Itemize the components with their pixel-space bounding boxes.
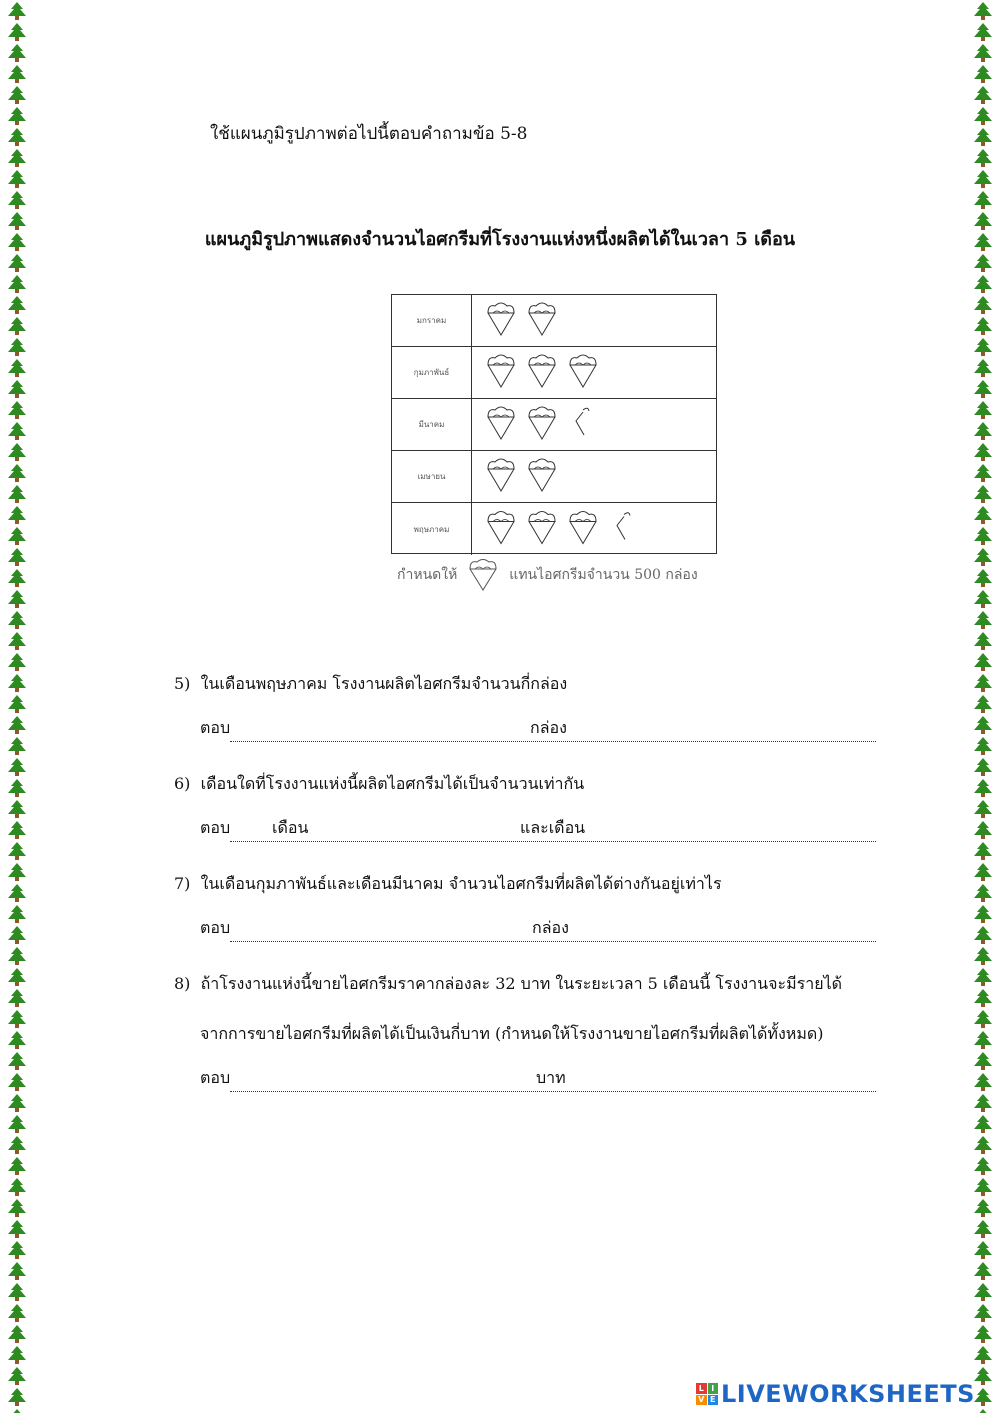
question-number: 8) — [174, 974, 191, 993]
tree-icon — [8, 1241, 26, 1259]
tree-icon — [974, 317, 992, 335]
tree-icon — [974, 128, 992, 146]
icecream-row-icons — [472, 399, 716, 450]
tree-icon — [8, 107, 26, 125]
half-icecream-icon — [576, 408, 589, 435]
icecream-row-icons — [472, 503, 716, 555]
tree-icon — [974, 1325, 992, 1343]
tree-icon — [974, 1241, 992, 1259]
tree-icon — [8, 359, 26, 377]
liveworksheets-logo — [696, 1380, 975, 1408]
tree-icon — [8, 401, 26, 419]
tree-icon — [8, 716, 26, 734]
answer-7-input[interactable] — [230, 941, 876, 942]
tree-icon — [974, 1073, 992, 1091]
tree-icon — [974, 149, 992, 167]
tree-icon — [974, 464, 992, 482]
question-text: ในเดือนกุมภาพันธ์และเดือนมีนาคม จำนวนไอศกรีมที่ผลิตได้ต่างกันอยู่เท่าไร — [200, 874, 722, 893]
tree-icon — [974, 1115, 992, 1133]
tree-icon — [8, 506, 26, 524]
tree-icon — [8, 1199, 26, 1217]
tree-icon — [8, 1220, 26, 1238]
tree-icon — [8, 632, 26, 650]
tree-icon — [974, 590, 992, 608]
tree-icon — [974, 1052, 992, 1070]
tree-icon — [8, 275, 26, 293]
answer-label: ตอบ — [200, 718, 231, 737]
tree-icon — [974, 716, 992, 734]
tree-icon — [974, 863, 992, 881]
tree-icon — [974, 884, 992, 902]
tree-icon — [974, 548, 992, 566]
icecream-icon — [529, 407, 555, 439]
icecream-key-icon — [463, 557, 503, 593]
tree-icon — [8, 1346, 26, 1364]
tree-icon — [974, 611, 992, 629]
tree-icon — [974, 1262, 992, 1280]
liveworksheets-mark-icon — [696, 1383, 718, 1405]
tree-icon — [8, 926, 26, 944]
mark-letter: I — [708, 1383, 719, 1394]
question-number: 6) — [174, 774, 191, 793]
tree-icon — [8, 674, 26, 692]
icecream-icon — [488, 512, 514, 544]
answer-5-input[interactable] — [230, 741, 876, 742]
liveworksheets-wordmark: LIVEWORKSHEETS — [721, 1380, 975, 1408]
tree-icon — [8, 464, 26, 482]
tree-icon — [974, 1157, 992, 1175]
tree-icon — [8, 863, 26, 881]
instruction: ใช้แผนภูมิรูปภาพต่อไปนี้ตอบคำถามข้อ 5-8 — [210, 124, 528, 144]
answer-label: ตอบ — [200, 1068, 231, 1087]
tree-icon — [8, 989, 26, 1007]
key-suffix: แทนไอศกรีมจำนวน 500 กล่อง — [509, 567, 698, 583]
tree-icon — [8, 317, 26, 335]
tree-icon — [974, 968, 992, 986]
month-label: มีนาคม — [392, 399, 472, 450]
tree-icon — [8, 1031, 26, 1049]
question-8-continued: จากการขายไอศกรีมที่ผลิตได้เป็นเงินกี่บาท (กำหนดให้โรงงานขายไอศกรีมที่ผลิตได้ทั้งหมด) — [200, 1024, 824, 1043]
tree-icon — [974, 1283, 992, 1301]
tree-icon — [8, 737, 26, 755]
tree-icon — [8, 422, 26, 440]
tree-icon — [974, 905, 992, 923]
icecream-icon — [529, 459, 555, 491]
tree-icon — [8, 905, 26, 923]
tree-icon — [8, 338, 26, 356]
tree-icon — [974, 779, 992, 797]
tree-icon — [8, 149, 26, 167]
answer-unit: กล่อง — [532, 918, 569, 937]
tree-icon — [8, 1388, 26, 1406]
tree-icon — [8, 1325, 26, 1343]
tree-icon — [974, 674, 992, 692]
month-label: พฤษภาคม — [392, 503, 472, 555]
pictograph-row — [392, 347, 716, 399]
answer-8 — [200, 1070, 876, 1094]
icecream-row-icons — [472, 347, 716, 398]
tree-icon — [974, 191, 992, 209]
tree-icon — [974, 485, 992, 503]
tree-icon — [974, 506, 992, 524]
pictograph — [391, 294, 717, 554]
tree-icon — [8, 296, 26, 314]
month-label: กุมภาพันธ์ — [392, 347, 472, 398]
mark-letter: L — [696, 1383, 707, 1394]
tree-icon — [974, 1010, 992, 1028]
tree-icon — [974, 1031, 992, 1049]
tree-icon — [8, 1283, 26, 1301]
tree-icon — [8, 1262, 26, 1280]
mark-letter: E — [708, 1395, 719, 1406]
tree-icon — [8, 86, 26, 104]
tree-icon — [974, 1346, 992, 1364]
month-label: มกราคม — [392, 295, 472, 346]
tree-icon — [974, 254, 992, 272]
tree-icon — [8, 170, 26, 188]
tree-icon — [8, 128, 26, 146]
question-6 — [174, 772, 584, 797]
tree-icon — [974, 380, 992, 398]
tree-icon — [8, 65, 26, 83]
tree-icon — [974, 422, 992, 440]
tree-icon — [974, 1388, 992, 1406]
tree-icon — [974, 653, 992, 671]
tree-icon — [8, 527, 26, 545]
tree-icon — [8, 590, 26, 608]
tree-border-left-icon — [4, 0, 30, 1413]
icecream-icon — [529, 303, 555, 335]
tree-icon — [8, 1178, 26, 1196]
tree-icon — [974, 1136, 992, 1154]
tree-icon — [8, 1010, 26, 1028]
tree-icon — [974, 821, 992, 839]
pictograph-row — [392, 399, 716, 451]
tree-icon — [974, 695, 992, 713]
tree-icon — [8, 1136, 26, 1154]
question-text: ในเดือนพฤษภาคม โรงงานผลิตไอศกรีมจำนวนกี่กล่อง — [200, 674, 568, 693]
answer-word-2: และเดือน — [520, 818, 586, 837]
icecream-row-icons — [472, 451, 716, 502]
tree-icon — [974, 296, 992, 314]
icecream-icon — [529, 512, 555, 544]
icecream-icon — [570, 512, 596, 544]
pictograph-row — [392, 503, 716, 555]
answer-5 — [200, 720, 876, 744]
tree-icon — [974, 527, 992, 545]
half-icecream-icon — [617, 513, 630, 540]
tree-icon — [974, 758, 992, 776]
answer-6-input[interactable] — [230, 841, 876, 842]
tree-icon — [974, 1199, 992, 1217]
tree-icon — [974, 1304, 992, 1322]
tree-icon — [974, 86, 992, 104]
tree-icon — [8, 1157, 26, 1175]
tree-icon — [8, 842, 26, 860]
answer-label: ตอบ — [200, 918, 231, 937]
tree-icon — [974, 800, 992, 818]
icecream-icon — [488, 355, 514, 387]
tree-icon — [974, 632, 992, 650]
tree-icon — [974, 338, 992, 356]
tree-icon — [974, 23, 992, 41]
tree-icon — [8, 947, 26, 965]
tree-icon — [8, 758, 26, 776]
pictograph-key — [397, 557, 698, 593]
tree-icon — [974, 275, 992, 293]
tree-icon — [8, 485, 26, 503]
answer-unit: บาท — [536, 1068, 566, 1087]
question-number: 5) — [174, 674, 191, 693]
question-7 — [174, 872, 722, 897]
tree-icon — [8, 1115, 26, 1133]
tree-icon — [8, 1094, 26, 1112]
tree-icon — [8, 1367, 26, 1385]
icecream-icon — [488, 459, 514, 491]
tree-icon — [8, 23, 26, 41]
tree-icon — [8, 1073, 26, 1091]
icecream-row-icons — [472, 295, 716, 346]
key-prefix: กำหนดให้ — [397, 567, 458, 583]
tree-icon — [8, 1409, 26, 1413]
chart-title: แผนภูมิรูปภาพแสดงจำนวนไอศกรีมที่โรงงานแห่งหนึ่งผลิตได้ในเวลา 5 เดือน — [204, 229, 796, 250]
question-5 — [174, 672, 567, 697]
icecream-icon — [488, 303, 514, 335]
tree-icon — [974, 359, 992, 377]
icecream-icon — [488, 407, 514, 439]
tree-icon — [8, 380, 26, 398]
answer-label: ตอบ — [200, 818, 231, 837]
answer-word-1: เดือน — [272, 818, 309, 837]
month-label: เมษายน — [392, 451, 472, 502]
icecream-icon — [570, 355, 596, 387]
tree-icon — [8, 968, 26, 986]
answer-6 — [200, 820, 876, 844]
tree-icon — [974, 443, 992, 461]
answer-8-input[interactable] — [230, 1091, 876, 1092]
tree-icon — [8, 548, 26, 566]
tree-icon — [8, 191, 26, 209]
tree-icon — [974, 1367, 992, 1385]
tree-icon — [8, 653, 26, 671]
tree-icon — [8, 800, 26, 818]
tree-icon — [8, 2, 26, 20]
tree-border-right-icon — [970, 0, 996, 1413]
tree-icon — [8, 254, 26, 272]
answer-7 — [200, 920, 876, 944]
tree-icon — [974, 2, 992, 20]
tree-icon — [974, 737, 992, 755]
pictograph-row — [392, 451, 716, 503]
tree-icon — [974, 170, 992, 188]
mark-letter: V — [696, 1395, 707, 1406]
tree-icon — [974, 926, 992, 944]
tree-icon — [8, 821, 26, 839]
tree-icon — [8, 779, 26, 797]
tree-icon — [974, 44, 992, 62]
tree-icon — [8, 1052, 26, 1070]
tree-icon — [8, 695, 26, 713]
tree-icon — [8, 1304, 26, 1322]
tree-icon — [974, 1094, 992, 1112]
question-text: ถ้าโรงงานแห่งนี้ขายไอศกรีมราคากล่องละ 32 บาท ในระยะเวลา 5 เดือนนี้ โรงงานจะมีรายได้ — [200, 974, 842, 993]
tree-icon — [974, 1409, 992, 1413]
tree-icon — [974, 1178, 992, 1196]
tree-icon — [974, 569, 992, 587]
tree-icon — [974, 401, 992, 419]
question-text: เดือนใดที่โรงงานแห่งนี้ผลิตไอศกรีมได้เป็นจำนวนเท่ากัน — [200, 774, 585, 793]
tree-icon — [974, 1220, 992, 1238]
tree-icon — [8, 44, 26, 62]
tree-icon — [8, 884, 26, 902]
tree-icon — [8, 443, 26, 461]
tree-icon — [8, 611, 26, 629]
tree-icon — [974, 107, 992, 125]
tree-icon — [974, 947, 992, 965]
tree-icon — [8, 569, 26, 587]
question-8 — [174, 972, 842, 997]
icecream-icon — [529, 355, 555, 387]
answer-unit: กล่อง — [530, 718, 567, 737]
tree-icon — [974, 842, 992, 860]
tree-icon — [974, 989, 992, 1007]
tree-icon — [974, 65, 992, 83]
question-number: 7) — [174, 874, 191, 893]
pictograph-row — [392, 295, 716, 347]
